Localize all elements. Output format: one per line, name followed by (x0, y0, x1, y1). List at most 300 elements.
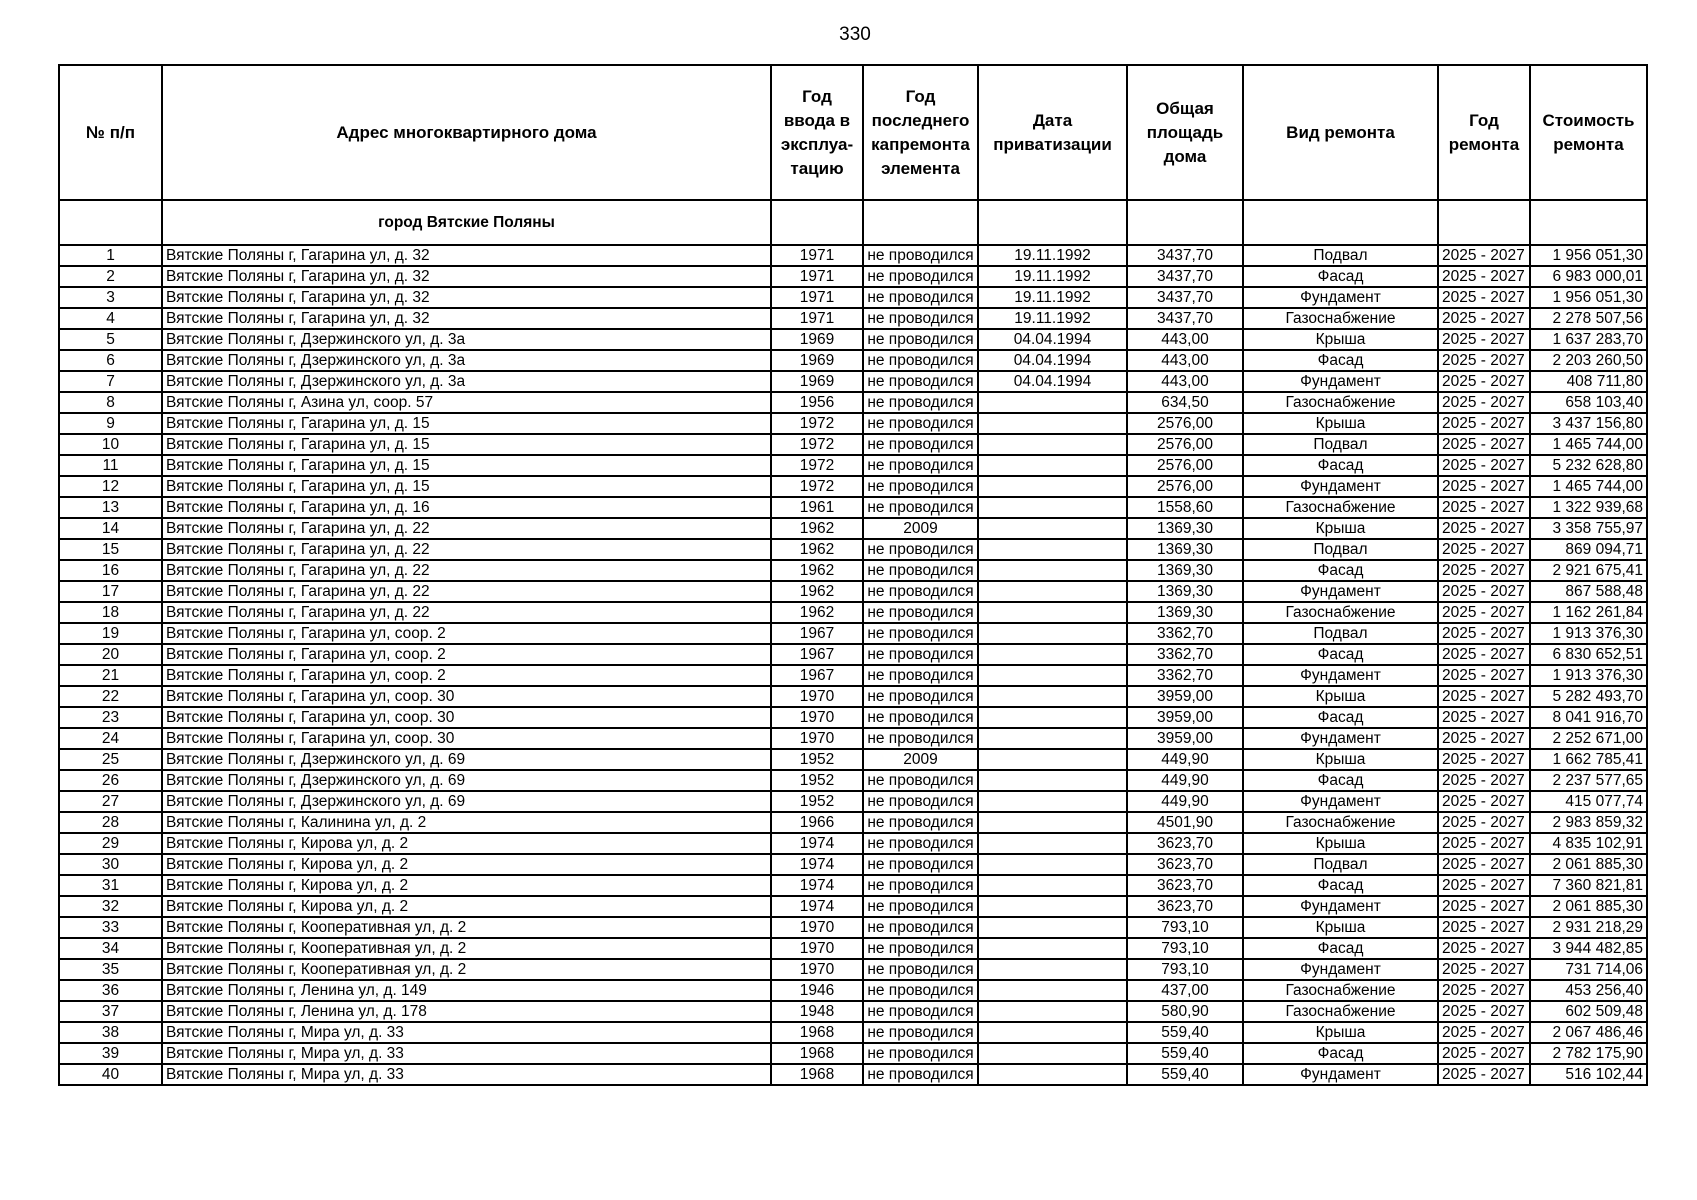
table-row (59, 287, 1647, 308)
cell-repair-type: Газоснабжение (1243, 1001, 1438, 1022)
cell-privatization (978, 476, 1127, 497)
table-row (59, 770, 1647, 791)
table-row (59, 455, 1647, 476)
cell-year-built: 1974 (771, 854, 863, 875)
cell-privatization: 19.11.1992 (978, 266, 1127, 287)
cell-area: 449,90 (1127, 749, 1243, 770)
cell-repair-type: Крыша (1243, 833, 1438, 854)
cell-cost: 1 322 939,68 (1530, 497, 1647, 518)
cell-cost: 1 913 376,30 (1530, 623, 1647, 644)
cell-num: 30 (59, 854, 162, 875)
cell-repair-type: Крыша (1243, 686, 1438, 707)
cell-address: Вятские Поляны г, Кирова ул, д. 2 (162, 896, 771, 917)
header-privatization: Дата приватизации (978, 65, 1127, 200)
cell-num: 31 (59, 875, 162, 896)
cell-privatization (978, 413, 1127, 434)
cell-year-built: 1974 (771, 896, 863, 917)
cell-privatization (978, 812, 1127, 833)
cell-repair-year: 2025 - 2027 (1438, 854, 1530, 875)
cell-last-repair: не проводился (863, 728, 978, 749)
cell-cost: 4 835 102,91 (1530, 833, 1647, 854)
cell-year-built: 1948 (771, 1001, 863, 1022)
cell-area: 3437,70 (1127, 266, 1243, 287)
table-row (59, 602, 1647, 623)
cell-repair-type: Фундамент (1243, 287, 1438, 308)
cell-last-repair: не проводился (863, 854, 978, 875)
cell-repair-type: Газоснабжение (1243, 392, 1438, 413)
cell-num: 5 (59, 329, 162, 350)
cell-cost: 1 465 744,00 (1530, 434, 1647, 455)
cell-address: Вятские Поляны г, Дзержинского ул, д. 69 (162, 749, 771, 770)
cell-num: 28 (59, 812, 162, 833)
cell-year-built: 1971 (771, 287, 863, 308)
cell-privatization (978, 623, 1127, 644)
cell-privatization (978, 644, 1127, 665)
table-row (59, 434, 1647, 455)
cell-cost: 2 061 885,30 (1530, 896, 1647, 917)
cell-repair-year: 2025 - 2027 (1438, 1001, 1530, 1022)
cell-privatization (978, 560, 1127, 581)
cell-year-built: 1970 (771, 959, 863, 980)
cell-last-repair: не проводился (863, 686, 978, 707)
cell-privatization (978, 518, 1127, 539)
cell-year-built: 1972 (771, 455, 863, 476)
cell-privatization (978, 1022, 1127, 1043)
cell-cost: 8 041 916,70 (1530, 707, 1647, 728)
cell-privatization (978, 392, 1127, 413)
cell-privatization (978, 497, 1127, 518)
cell-last-repair: не проводился (863, 245, 978, 266)
cell-cost: 2 782 175,90 (1530, 1043, 1647, 1064)
cell-privatization (978, 770, 1127, 791)
cell-last-repair: не проводился (863, 581, 978, 602)
cell-num: 39 (59, 1043, 162, 1064)
cell-privatization (978, 980, 1127, 1001)
cell-address: Вятские Поляны г, Гагарина ул, д. 15 (162, 476, 771, 497)
cell-repair-year: 2025 - 2027 (1438, 476, 1530, 497)
cell-repair-year: 2025 - 2027 (1438, 959, 1530, 980)
cell-year-built: 1952 (771, 749, 863, 770)
cell-num: 21 (59, 665, 162, 686)
cell-area: 2576,00 (1127, 455, 1243, 476)
cell-repair-year: 2025 - 2027 (1438, 1022, 1530, 1043)
cell-area: 3623,70 (1127, 875, 1243, 896)
cell-repair-year: 2025 - 2027 (1438, 329, 1530, 350)
cell-privatization: 19.11.1992 (978, 287, 1127, 308)
cell-privatization (978, 1064, 1127, 1085)
cell-area: 2576,00 (1127, 434, 1243, 455)
cell-address: Вятские Поляны г, Дзержинского ул, д. 69 (162, 770, 771, 791)
cell-num: 16 (59, 560, 162, 581)
cell-privatization: 19.11.1992 (978, 308, 1127, 329)
cell-repair-type: Подвал (1243, 434, 1438, 455)
cell-privatization (978, 875, 1127, 896)
cell-address: Вятские Поляны г, Мира ул, д. 33 (162, 1064, 771, 1085)
cell-repair-year: 2025 - 2027 (1438, 749, 1530, 770)
cell-repair-year: 2025 - 2027 (1438, 413, 1530, 434)
cell-year-built: 1970 (771, 917, 863, 938)
cell-address: Вятские Поляны г, Кирова ул, д. 2 (162, 875, 771, 896)
table-row (59, 1064, 1647, 1085)
table-row (59, 686, 1647, 707)
cell-area: 3437,70 (1127, 287, 1243, 308)
cell-year-built: 1970 (771, 686, 863, 707)
cell-repair-type: Фундамент (1243, 791, 1438, 812)
table-row (59, 959, 1647, 980)
cell-num: 37 (59, 1001, 162, 1022)
cell-privatization (978, 581, 1127, 602)
cell-privatization (978, 959, 1127, 980)
cell-last-repair: не проводился (863, 1022, 978, 1043)
cell-num: 26 (59, 770, 162, 791)
header-cost: Стоимость ремонта (1530, 65, 1647, 200)
cell-last-repair: не проводился (863, 665, 978, 686)
cell-last-repair: не проводился (863, 539, 978, 560)
cell-area: 443,00 (1127, 329, 1243, 350)
cell-privatization (978, 602, 1127, 623)
cell-last-repair: не проводился (863, 812, 978, 833)
header-address: Адрес многоквартирного дома (162, 65, 771, 200)
cell-area: 559,40 (1127, 1043, 1243, 1064)
table-row (59, 875, 1647, 896)
cell-num: 36 (59, 980, 162, 1001)
header-year-built: Год ввода в эксплуа-тацию (771, 65, 863, 200)
table-row (59, 266, 1647, 287)
cell-area: 3362,70 (1127, 623, 1243, 644)
cell-num: 9 (59, 413, 162, 434)
cell-cost: 1 662 785,41 (1530, 749, 1647, 770)
cell-repair-type: Крыша (1243, 917, 1438, 938)
table-row (59, 497, 1647, 518)
cell-repair-type: Фундамент (1243, 581, 1438, 602)
table-row (59, 581, 1647, 602)
cell-repair-type: Фасад (1243, 875, 1438, 896)
cell-repair-type: Крыша (1243, 329, 1438, 350)
cell-address: Вятские Поляны г, Кооперативная ул, д. 2 (162, 938, 771, 959)
cell-num: 15 (59, 539, 162, 560)
table-row (59, 1022, 1647, 1043)
cell-repair-year: 2025 - 2027 (1438, 245, 1530, 266)
cell-area: 1369,30 (1127, 518, 1243, 539)
cell-area: 580,90 (1127, 1001, 1243, 1022)
cell-repair-type: Крыша (1243, 518, 1438, 539)
table-row (59, 980, 1647, 1001)
cell-repair-type: Подвал (1243, 245, 1438, 266)
cell-address: Вятские Поляны г, Гагарина ул, д. 16 (162, 497, 771, 518)
cell-area: 793,10 (1127, 959, 1243, 980)
cell-cost: 2 921 675,41 (1530, 560, 1647, 581)
cell-year-built: 1962 (771, 518, 863, 539)
cell-last-repair: не проводился (863, 602, 978, 623)
cell-privatization: 04.04.1994 (978, 329, 1127, 350)
cell-privatization (978, 917, 1127, 938)
cell-repair-year: 2025 - 2027 (1438, 560, 1530, 581)
cell-address: Вятские Поляны г, Гагарина ул, соор. 2 (162, 623, 771, 644)
cell-last-repair: не проводился (863, 329, 978, 350)
cell-num: 6 (59, 350, 162, 371)
cell-cost: 453 256,40 (1530, 980, 1647, 1001)
table-row (59, 812, 1647, 833)
cell-repair-year: 2025 - 2027 (1438, 392, 1530, 413)
cell-repair-year: 2025 - 2027 (1438, 497, 1530, 518)
cell-num: 34 (59, 938, 162, 959)
cell-last-repair: не проводился (863, 455, 978, 476)
cell-address: Вятские Поляны г, Азина ул, соор. 57 (162, 392, 771, 413)
cell-area: 3437,70 (1127, 245, 1243, 266)
cell-cost: 415 077,74 (1530, 791, 1647, 812)
cell-year-built: 1956 (771, 392, 863, 413)
cell-last-repair: не проводился (863, 791, 978, 812)
cell-repair-year: 2025 - 2027 (1438, 665, 1530, 686)
cell-repair-year: 2025 - 2027 (1438, 623, 1530, 644)
cell-num: 38 (59, 1022, 162, 1043)
cell-privatization (978, 791, 1127, 812)
cell-repair-type: Фасад (1243, 1043, 1438, 1064)
cell-area: 3362,70 (1127, 644, 1243, 665)
cell-num: 8 (59, 392, 162, 413)
cell-repair-year: 2025 - 2027 (1438, 833, 1530, 854)
cell-repair-type: Фундамент (1243, 665, 1438, 686)
cell-cost: 6 983 000,01 (1530, 266, 1647, 287)
cell-repair-type: Крыша (1243, 1022, 1438, 1043)
cell-last-repair: не проводился (863, 917, 978, 938)
cell-num: 40 (59, 1064, 162, 1085)
cell-cost: 1 956 051,30 (1530, 245, 1647, 266)
cell-repair-year: 2025 - 2027 (1438, 728, 1530, 749)
header-last-repair: Год последнего капремонта элемента (863, 65, 978, 200)
cell-repair-type: Фундамент (1243, 896, 1438, 917)
cell-last-repair: 2009 (863, 749, 978, 770)
cell-repair-year: 2025 - 2027 (1438, 1043, 1530, 1064)
cell-repair-year: 2025 - 2027 (1438, 812, 1530, 833)
cell-last-repair: не проводился (863, 770, 978, 791)
cell-last-repair: не проводился (863, 308, 978, 329)
table-row (59, 308, 1647, 329)
cell-cost: 3 437 156,80 (1530, 413, 1647, 434)
cell-year-built: 1968 (771, 1043, 863, 1064)
cell-cost: 1 637 283,70 (1530, 329, 1647, 350)
cell-address: Вятские Поляны г, Гагарина ул, д. 22 (162, 539, 771, 560)
table-row (59, 938, 1647, 959)
cell-repair-type: Фасад (1243, 707, 1438, 728)
cell-year-built: 1971 (771, 245, 863, 266)
cell-repair-type: Газоснабжение (1243, 812, 1438, 833)
cell-address: Вятские Поляны г, Кирова ул, д. 2 (162, 833, 771, 854)
cell-num: 33 (59, 917, 162, 938)
cell-repair-year: 2025 - 2027 (1438, 896, 1530, 917)
cell-last-repair: не проводился (863, 287, 978, 308)
cell-repair-type: Подвал (1243, 623, 1438, 644)
cell-num: 20 (59, 644, 162, 665)
cell-num: 18 (59, 602, 162, 623)
cell-address: Вятские Поляны г, Гагарина ул, д. 22 (162, 560, 771, 581)
table-row (59, 728, 1647, 749)
cell-area: 4501,90 (1127, 812, 1243, 833)
cell-repair-type: Крыша (1243, 413, 1438, 434)
repair-table (58, 64, 1648, 1086)
cell-num: 7 (59, 371, 162, 392)
table-row (59, 749, 1647, 770)
cell-year-built: 1971 (771, 266, 863, 287)
cell-year-built: 1969 (771, 350, 863, 371)
cell-address: Вятские Поляны г, Мира ул, д. 33 (162, 1043, 771, 1064)
cell-num: 13 (59, 497, 162, 518)
cell-area: 3959,00 (1127, 728, 1243, 749)
header-repair-type: Вид ремонта (1243, 65, 1438, 200)
cell-address: Вятские Поляны г, Гагарина ул, д. 22 (162, 602, 771, 623)
cell-last-repair: не проводился (863, 266, 978, 287)
table-row (59, 644, 1647, 665)
cell-repair-type: Фасад (1243, 350, 1438, 371)
cell-address: Вятские Поляны г, Мира ул, д. 33 (162, 1022, 771, 1043)
section-title: город Вятские Поляны (162, 200, 771, 245)
cell-last-repair: не проводился (863, 707, 978, 728)
cell-cost: 2 067 486,46 (1530, 1022, 1647, 1043)
cell-repair-year: 2025 - 2027 (1438, 434, 1530, 455)
cell-repair-year: 2025 - 2027 (1438, 770, 1530, 791)
cell-last-repair: не проводился (863, 434, 978, 455)
cell-last-repair: не проводился (863, 371, 978, 392)
table-row (59, 1001, 1647, 1022)
cell-privatization (978, 833, 1127, 854)
cell-area: 443,00 (1127, 371, 1243, 392)
cell-repair-type: Фундамент (1243, 476, 1438, 497)
cell-num: 22 (59, 686, 162, 707)
cell-repair-type: Фундамент (1243, 371, 1438, 392)
cell-repair-year: 2025 - 2027 (1438, 917, 1530, 938)
cell-address: Вятские Поляны г, Гагарина ул, соор. 30 (162, 686, 771, 707)
cell-num: 12 (59, 476, 162, 497)
cell-year-built: 1967 (771, 623, 863, 644)
cell-year-built: 1974 (771, 833, 863, 854)
cell-repair-year: 2025 - 2027 (1438, 350, 1530, 371)
cell-address: Вятские Поляны г, Гагарина ул, д. 32 (162, 287, 771, 308)
cell-repair-year: 2025 - 2027 (1438, 791, 1530, 812)
cell-area: 2576,00 (1127, 413, 1243, 434)
cell-repair-year: 2025 - 2027 (1438, 938, 1530, 959)
cell-year-built: 1962 (771, 539, 863, 560)
cell-cost: 867 588,48 (1530, 581, 1647, 602)
cell-year-built: 1974 (771, 875, 863, 896)
cell-area: 3362,70 (1127, 665, 1243, 686)
cell-address: Вятские Поляны г, Дзержинского ул, д. 3а (162, 329, 771, 350)
cell-year-built: 1967 (771, 665, 863, 686)
cell-last-repair: не проводился (863, 623, 978, 644)
cell-address: Вятские Поляны г, Гагарина ул, д. 15 (162, 455, 771, 476)
cell-num: 3 (59, 287, 162, 308)
cell-address: Вятские Поляны г, Гагарина ул, д. 32 (162, 308, 771, 329)
table-row (59, 560, 1647, 581)
cell-year-built: 1970 (771, 707, 863, 728)
cell-repair-type: Фасад (1243, 938, 1438, 959)
cell-last-repair: не проводился (863, 497, 978, 518)
cell-repair-type: Фундамент (1243, 728, 1438, 749)
cell-year-built: 1971 (771, 308, 863, 329)
cell-cost: 5 282 493,70 (1530, 686, 1647, 707)
cell-year-built: 1968 (771, 1022, 863, 1043)
cell-cost: 2 203 260,50 (1530, 350, 1647, 371)
header-row (59, 65, 1647, 200)
cell-address: Вятские Поляны г, Кооперативная ул, д. 2 (162, 959, 771, 980)
cell-area: 3623,70 (1127, 896, 1243, 917)
cell-repair-year: 2025 - 2027 (1438, 602, 1530, 623)
cell-last-repair: не проводился (863, 1064, 978, 1085)
cell-repair-type: Фасад (1243, 455, 1438, 476)
cell-cost: 1 162 261,84 (1530, 602, 1647, 623)
cell-repair-type: Подвал (1243, 539, 1438, 560)
table-row (59, 623, 1647, 644)
cell-cost: 2 983 859,32 (1530, 812, 1647, 833)
cell-cost: 7 360 821,81 (1530, 875, 1647, 896)
cell-cost: 2 278 507,56 (1530, 308, 1647, 329)
cell-address: Вятские Поляны г, Гагарина ул, соор. 2 (162, 644, 771, 665)
cell-address: Вятские Поляны г, Дзержинского ул, д. 69 (162, 791, 771, 812)
cell-last-repair: не проводился (863, 392, 978, 413)
table-row (59, 791, 1647, 812)
cell-last-repair: не проводился (863, 980, 978, 1001)
cell-last-repair: не проводился (863, 350, 978, 371)
header-repair-year: Год ремонта (1438, 65, 1530, 200)
cell-num: 2 (59, 266, 162, 287)
cell-address: Вятские Поляны г, Гагарина ул, соор. 2 (162, 665, 771, 686)
table-body (59, 200, 1647, 1085)
cell-area: 437,00 (1127, 980, 1243, 1001)
cell-address: Вятские Поляны г, Кирова ул, д. 2 (162, 854, 771, 875)
cell-last-repair: не проводился (863, 1043, 978, 1064)
cell-num: 17 (59, 581, 162, 602)
cell-area: 634,50 (1127, 392, 1243, 413)
cell-repair-year: 2025 - 2027 (1438, 686, 1530, 707)
cell-repair-year: 2025 - 2027 (1438, 287, 1530, 308)
cell-last-repair: не проводился (863, 959, 978, 980)
table-row (59, 245, 1647, 266)
cell-address: Вятские Поляны г, Кооперативная ул, д. 2 (162, 917, 771, 938)
cell-cost: 2 252 671,00 (1530, 728, 1647, 749)
table-row (59, 1043, 1647, 1064)
cell-repair-type: Подвал (1243, 854, 1438, 875)
cell-area: 1369,30 (1127, 602, 1243, 623)
cell-address: Вятские Поляны г, Гагарина ул, д. 22 (162, 581, 771, 602)
cell-year-built: 1962 (771, 602, 863, 623)
cell-address: Вятские Поляны г, Дзержинского ул, д. 3а (162, 371, 771, 392)
cell-privatization (978, 434, 1127, 455)
cell-repair-type: Фасад (1243, 560, 1438, 581)
table-row (59, 413, 1647, 434)
cell-last-repair: не проводился (863, 875, 978, 896)
cell-last-repair: не проводился (863, 896, 978, 917)
cell-cost: 3 358 755,97 (1530, 518, 1647, 539)
cell-num: 25 (59, 749, 162, 770)
cell-last-repair: 2009 (863, 518, 978, 539)
cell-privatization: 04.04.1994 (978, 350, 1127, 371)
header-num: № п/п (59, 65, 162, 200)
cell-year-built: 1962 (771, 581, 863, 602)
page-number: 330 (839, 24, 871, 45)
cell-num: 23 (59, 707, 162, 728)
cell-address: Вятские Поляны г, Дзержинского ул, д. 3а (162, 350, 771, 371)
cell-num: 35 (59, 959, 162, 980)
cell-address: Вятские Поляны г, Ленина ул, д. 178 (162, 1001, 771, 1022)
cell-last-repair: не проводился (863, 644, 978, 665)
cell-cost: 1 956 051,30 (1530, 287, 1647, 308)
cell-address: Вятские Поляны г, Гагарина ул, соор. 30 (162, 728, 771, 749)
cell-cost: 1 913 376,30 (1530, 665, 1647, 686)
cell-cost: 3 944 482,85 (1530, 938, 1647, 959)
cell-last-repair: не проводился (863, 413, 978, 434)
cell-year-built: 1961 (771, 497, 863, 518)
cell-num: 27 (59, 791, 162, 812)
cell-privatization (978, 749, 1127, 770)
